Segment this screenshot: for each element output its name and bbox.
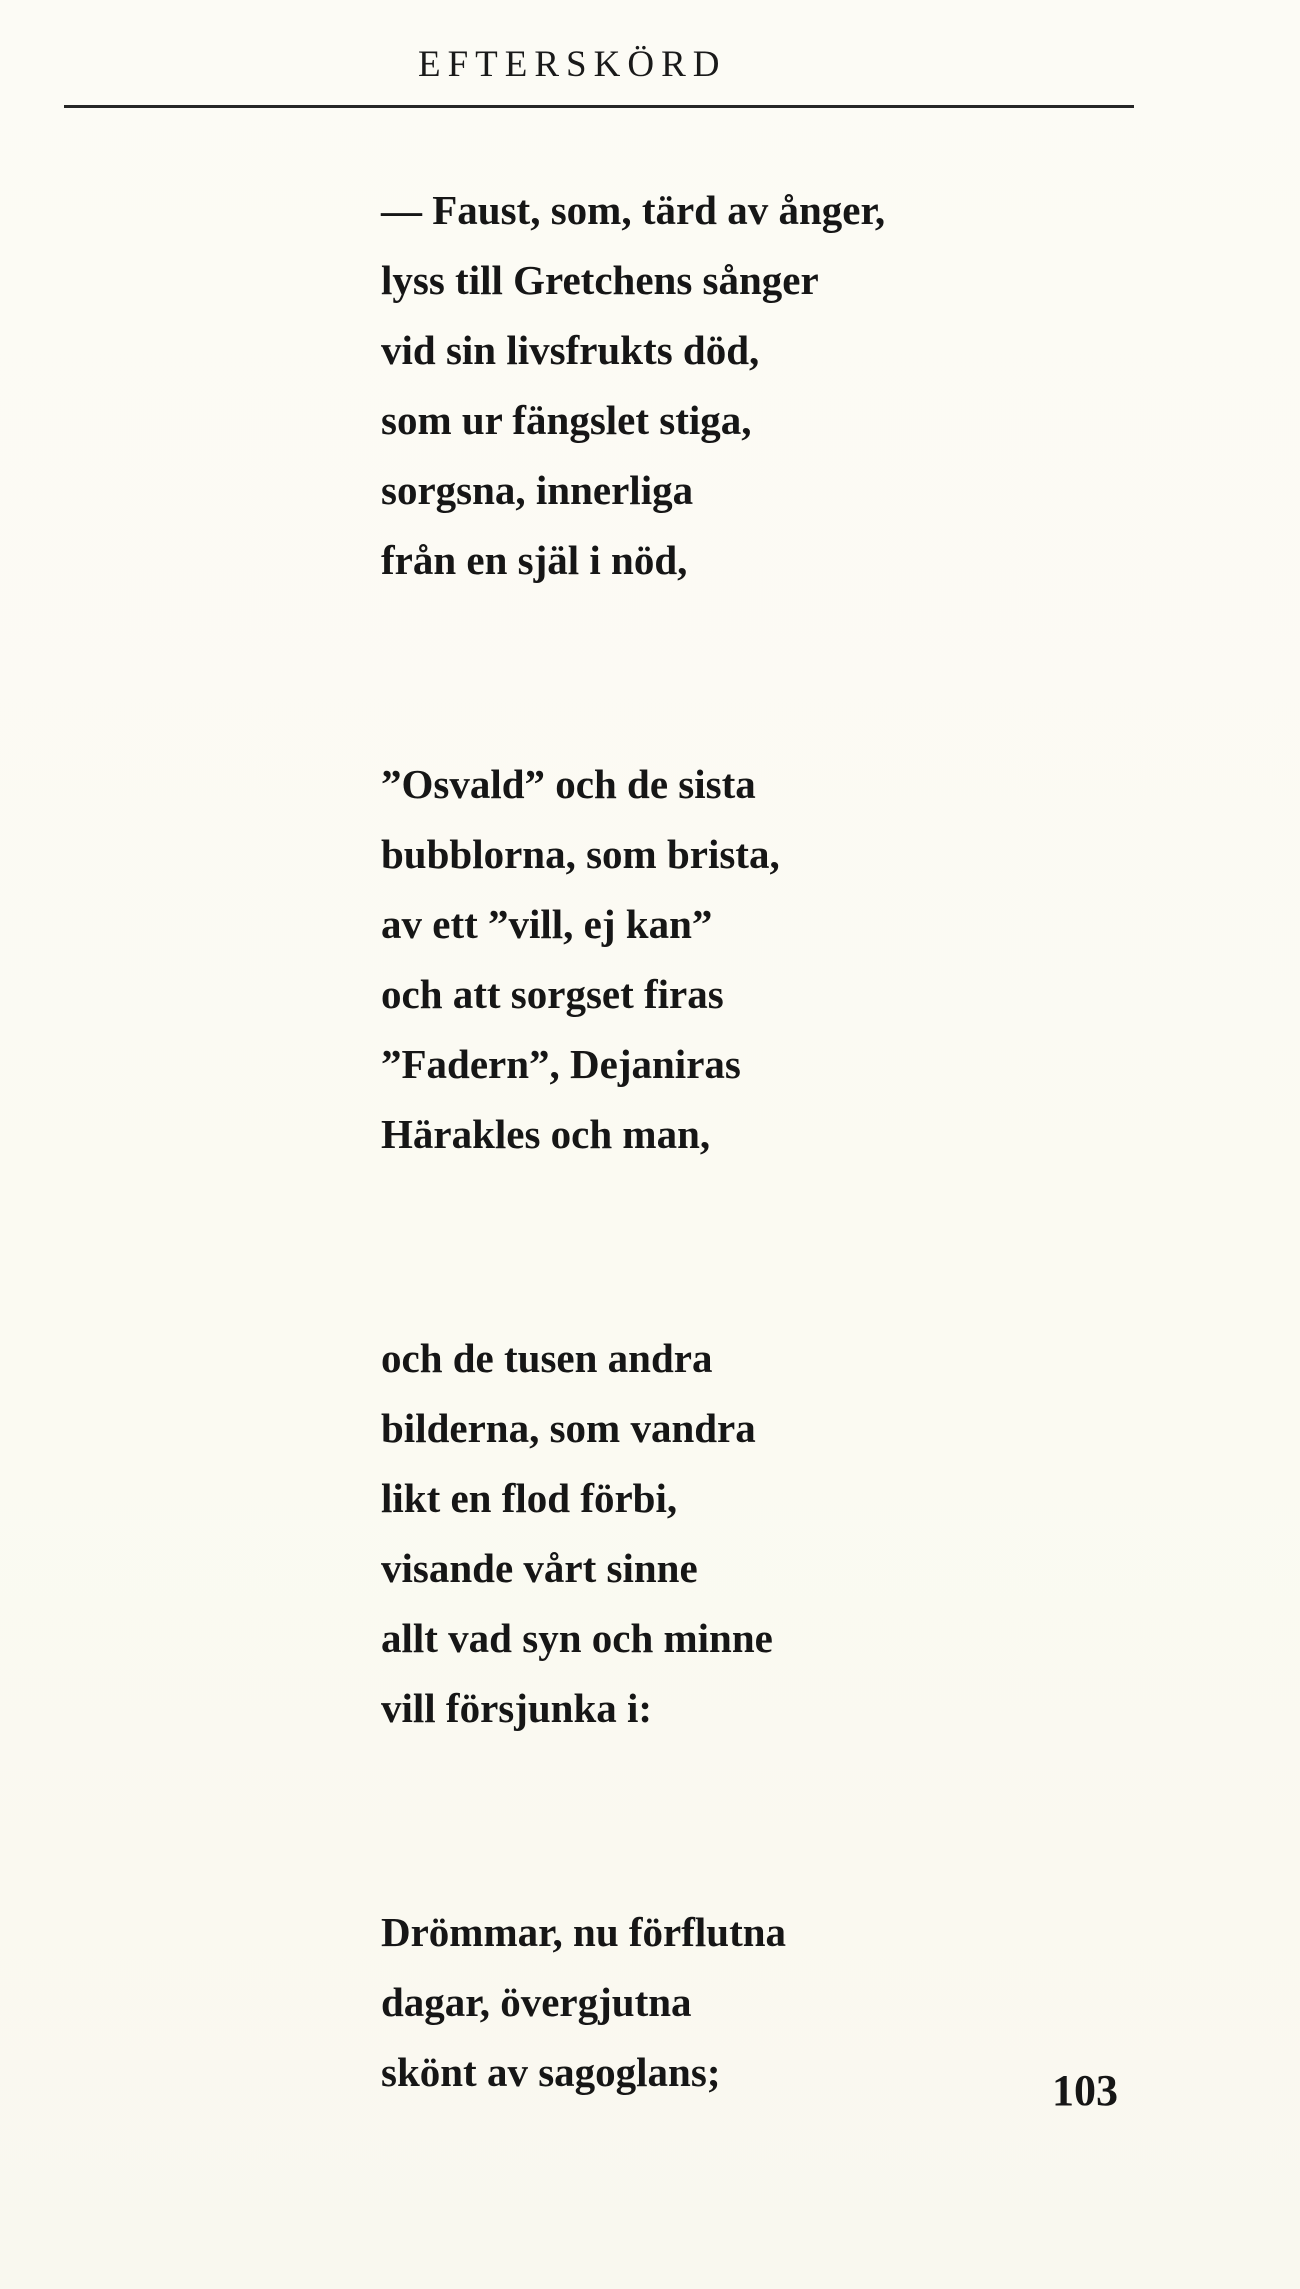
poem-line: bilderna, som vandra [381, 1405, 756, 1451]
poem-line: dagar, övergjutna [381, 1979, 692, 2025]
poem-line: ”Fadern”, Dejaniras [381, 1041, 741, 1087]
poem-line: från en själ i nöd, [381, 537, 688, 583]
poem-line: likt en flod förbi, [381, 1475, 678, 1521]
poem-line: och de tusen andra [381, 1335, 713, 1381]
poem-line: lyss till Gretchens sånger [381, 257, 819, 303]
poem-line: av ett ”vill, ej kan” [381, 901, 713, 947]
poem-line: visande vårt sinne [381, 1545, 698, 1591]
stanza-4 [381, 1897, 1101, 2107]
stanza-3 [381, 1323, 1101, 1743]
poem-line: Härakles och man, [381, 1111, 711, 1157]
poem-line: sorgsna, innerliga [381, 467, 694, 513]
stanza-2 [381, 749, 1101, 1169]
poem-line: allt vad syn och minne [381, 1615, 773, 1661]
poem-line: ”Osvald” och de sista [381, 761, 756, 807]
poem-line: bubblorna, som brista, [381, 831, 780, 877]
page-number: 103 [1052, 2066, 1118, 2115]
poem-line: vid sin livsfrukts död, [381, 327, 760, 373]
header-rule [64, 105, 1134, 108]
poem-line: Drömmar, nu förflutna [381, 1909, 787, 1955]
poem-line: och att sorgset firas [381, 971, 724, 1017]
running-head: EFTERSKÖRD [418, 44, 727, 85]
stanza-1 [381, 175, 1101, 595]
poem-body [381, 175, 1101, 2107]
poem-line: vill försjunka i: [381, 1685, 653, 1731]
poem-line: skönt av sagoglans; [381, 2049, 721, 2095]
poem-line: — Faust, som, tärd av ånger, [381, 187, 886, 233]
poem-line: som ur fängslet stiga, [381, 397, 752, 443]
